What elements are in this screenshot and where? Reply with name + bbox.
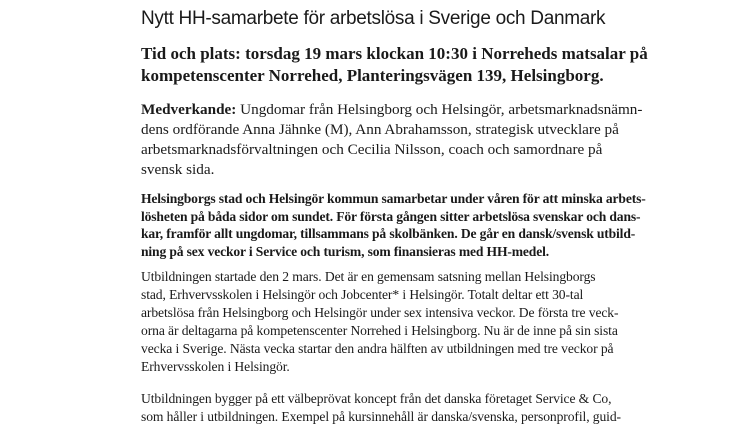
time-and-place (141, 43, 648, 87)
participants-line: svensk sida. (141, 161, 215, 178)
body-line: vecka i Sverige. Nästa vecka startar den andra hälften av utbildningen med tre veckor på (141, 341, 614, 356)
participants-text: Ungdomar från Helsingborg och Helsingör, arbetsmarknadsnämn- (236, 101, 643, 118)
lead-line: kar, framför allt ungdomar, tillsammans på skolbänken. De går en dansk/svensk utbild- (141, 226, 636, 242)
lead-line: lösheten på båda sidor om sundet. För första gången sitter arbetslösa svenskar och dans- (141, 208, 641, 224)
lead-line: ning på sex veckor i Service och turism, som finansieras med HH-medel. (141, 244, 549, 260)
body-paragraph-1 (141, 268, 621, 376)
body-line: Utbildningen startade den 2 mars. Det är en gemensam satsning mellan Helsingborgs (141, 269, 596, 284)
body-line: Erhvervsskolen i Helsingör. (141, 359, 290, 374)
time-and-place-line: Tid och plats: torsdag 19 mars klockan 10:30 i Norreheds matsalar på (141, 44, 648, 63)
body-line: arbetslösa från Helsingborg och Helsingör under sex intensiva veckor. De första tre veck- (141, 305, 619, 320)
body-line: stad, Erhvervsskolen i Helsingör och Jobcenter* i Helsingör. Totalt deltar ett 30-tal (141, 287, 584, 302)
body-line: Utbildningen bygger på ett välbeprövat koncept från det danska företaget Service & Co, (141, 391, 612, 406)
participants-label: Medverkande: (141, 101, 237, 118)
participants-first-line (141, 100, 643, 120)
participants-line: arbetsmarknadsförvaltningen och Cecilia Nilsson, coach och samordnare på (141, 141, 603, 158)
participants-paragraph (141, 100, 643, 180)
time-and-place-line: kompetenscenter Norrehed, Planteringsvägen 139, Helsingborg. (141, 66, 604, 85)
participants-line: dens ordförande Anna Jähnke (M), Ann Abrahamsson, strategisk utvecklare på (141, 121, 619, 138)
body-line: som håller i utbildningen. Exempel på kursinnehåll är danska/svenska, personprofil, guid- (141, 409, 621, 424)
body-line: orna är deltagarna på kompetenscenter Norrehed i Helsingborg. Nu är de inne på sin sista (141, 323, 618, 338)
lead-paragraph (141, 190, 646, 261)
document-title: Nytt HH-samarbete för arbetslösa i Sverige och Danmark (141, 8, 606, 29)
body-paragraph-2 (141, 390, 621, 426)
lead-line: Helsingborgs stad och Helsingör kommun samarbetar under våren för att minska arbets- (141, 191, 646, 206)
